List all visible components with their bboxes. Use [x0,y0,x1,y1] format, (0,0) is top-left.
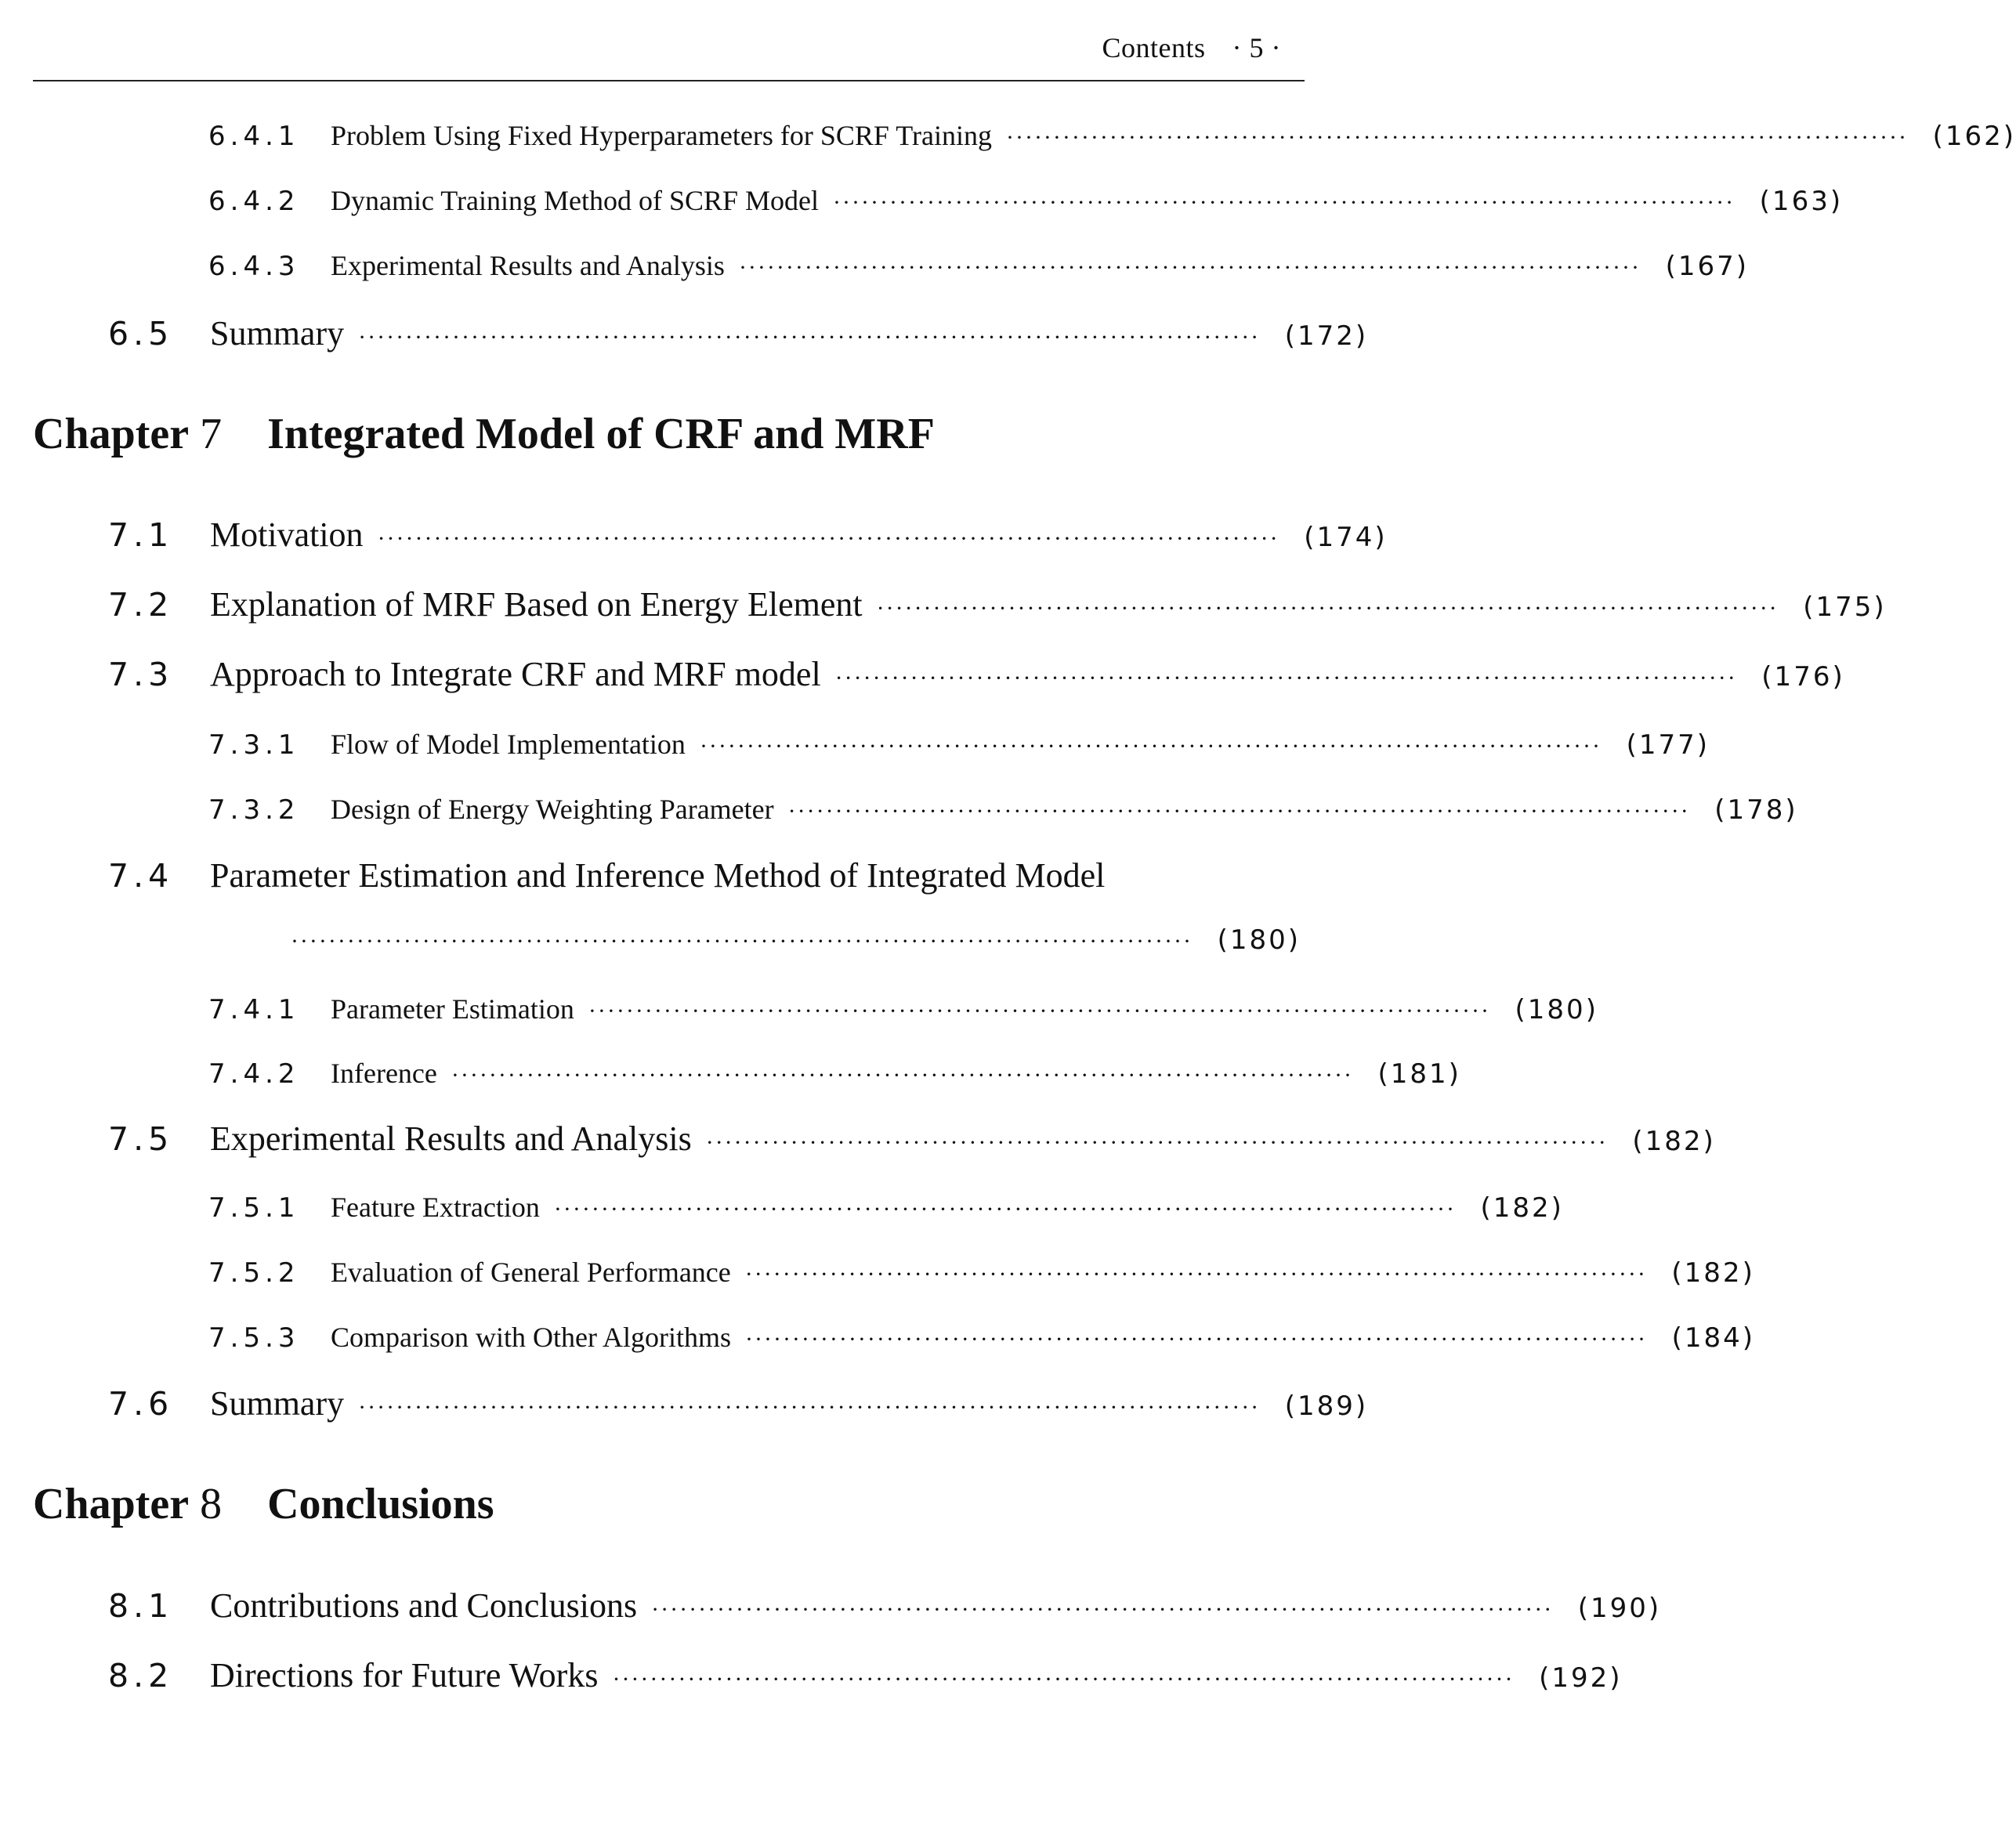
chapter-number: 8 [200,1480,223,1528]
entry-title: Experimental Results and Analysis [210,1119,692,1158]
chapter-title: Integrated Model of CRF and MRF [267,410,935,458]
dot-leader: ································································································ [744,1261,1647,1287]
toc-entry-7-5[interactable] [0,1119,1716,1159]
dot-leader: ································································································ [705,1130,1608,1156]
dot-leader: ································································································ [588,998,1490,1024]
entry-page: (182) [1480,1192,1564,1224]
toc-entry-7-4-1[interactable] [0,993,1598,1025]
entry-title: Approach to Integrate CRF and MRF model [210,655,821,693]
toc-entry-7-3-1[interactable] [0,728,1710,761]
toc-entry-7-2[interactable] [0,584,1887,624]
toc-entry-6-4-3[interactable] [0,249,1749,282]
chapter-title: Conclusions [267,1480,494,1528]
entry-page: (180) [1515,994,1598,1025]
entry-page: (182) [1671,1257,1755,1289]
entry-title: Summary [210,1384,345,1423]
entry-title: Design of Energy Weighting Parameter [331,794,774,825]
entry-title: Explanation of MRF Based on Energy Element [210,585,863,624]
entry-page: (180) [1217,924,1301,956]
entry-number: 7.6 [108,1385,174,1423]
entry-page: (182) [1632,1126,1716,1157]
toc-entry-7-4[interactable] [0,855,1301,895]
dot-leader: ································································································ [612,1666,1515,1692]
entry-number: 8.2 [108,1657,174,1694]
dot-leader: ································································································ [358,324,1261,350]
dot-leader: ································································································ [744,1326,1648,1352]
entry-number: 7.4.2 [208,1058,300,1090]
entry-page: (172) [1284,320,1369,352]
entry-number: 6.4.1 [208,121,300,152]
chapter-word: Chapter [33,1480,190,1528]
running-title: Contents [1102,32,1206,63]
entry-number: 7.4 [108,857,174,895]
entry-number: 6.5 [108,315,174,353]
toc-entry-7-4-2[interactable] [0,1057,1461,1090]
toc-entry-6-4-2[interactable] [0,184,1844,217]
toc-entry-7-5-2[interactable] [0,1256,1755,1289]
entry-page: (167) [1665,251,1749,282]
entry-number: 7.4.1 [208,994,300,1025]
entry-title: Evaluation of General Performance [331,1257,731,1288]
dot-leader: ································································································ [651,1597,1554,1622]
entry-number: 6.4.2 [208,186,300,217]
entry-page: (175) [1803,591,1887,623]
entry-page: (184) [1671,1322,1756,1354]
page-number: · 5 · [1232,32,1281,63]
entry-page: (176) [1761,661,1845,693]
entry-page: (190) [1577,1593,1662,1624]
entry-title: Feature Extraction [331,1192,540,1223]
entry-title: Contributions and Conclusions [210,1586,638,1625]
toc-entry-8-2[interactable] [0,1655,1623,1695]
entry-title: Parameter Estimation and Inference Method of Integrated Model [210,856,1106,895]
entry-page: (189) [1284,1391,1369,1422]
entry-number: 7.3 [108,656,174,693]
entry-number: 7.5.1 [208,1192,300,1224]
dot-leader: ································································································ [834,665,1737,691]
entry-number: 7.5.3 [208,1322,300,1354]
chapter-number: 7 [200,410,223,458]
entry-page: (174) [1304,522,1388,553]
entry-number: 7.1 [108,516,174,554]
entry-number: 7.5.2 [208,1257,300,1289]
dot-leader: ································································································ [833,190,1735,215]
entry-title: Parameter Estimation [331,993,574,1025]
entry-number: 7.5 [108,1120,174,1158]
toc-entry-7-1[interactable] [0,515,1388,555]
entry-page: (163) [1759,186,1844,217]
entry-title: Flow of Model Implementation [331,729,686,760]
entry-title: Inference [331,1058,437,1089]
dot-leader: ································································································ [699,733,1602,759]
entry-title: Motivation [210,515,364,554]
entry-page: (181) [1377,1058,1461,1090]
toc-entry-7-6[interactable] [0,1383,1369,1423]
entry-number: 8.1 [108,1587,174,1625]
dot-leader: ································································································ [358,1394,1261,1420]
dot-leader: ································································································ [377,526,1279,552]
entry-number: 7.2 [108,586,174,624]
entry-title: Directions for Future Works [210,1656,599,1694]
entry-title: Dynamic Training Method of SCRF Model [331,185,820,216]
entry-number: 7.3.2 [208,794,300,826]
entry-page: (177) [1626,729,1710,761]
entry-title: Comparison with Other Algorithms [331,1322,731,1353]
dot-leader: ································································································ [1005,125,1909,150]
running-header-text [1102,31,1282,64]
chapter-word: Chapter [33,410,190,458]
toc-entry-6-5[interactable] [0,313,1369,353]
toc-entry-7-5-3[interactable] [0,1321,1756,1354]
dot-leader: ································································································ [553,1196,1456,1222]
running-header [33,24,1305,81]
toc-entry-7-3[interactable] [0,654,1845,694]
dot-leader: ································································································ [290,928,1193,954]
entry-page: (162) [1932,121,2016,152]
entry-title: Problem Using Fixed Hyperparameters for SCRF Training [331,120,992,151]
entry-title: Experimental Results and Analysis [331,250,725,281]
toc-entry-7-5-1[interactable] [0,1191,1564,1224]
entry-title: Summary [210,314,345,353]
toc-entry-7-4-continuation[interactable] [0,924,1301,956]
toc-entry-8-1[interactable] [0,1586,1662,1626]
entry-number: 6.4.3 [208,251,300,282]
chapter-8-heading[interactable] [33,1479,494,1529]
toc-entry-7-3-2[interactable] [0,793,1798,826]
entry-page: (192) [1539,1662,1623,1694]
dot-leader: ································································································ [451,1062,1353,1088]
entry-page: (178) [1714,794,1798,826]
dot-leader: ································································································ [738,255,1641,280]
dot-leader: ································································································ [787,798,1690,824]
entry-number: 7.3.1 [208,729,300,761]
toc-entry-6-4-1[interactable] [0,119,2016,152]
dot-leader: ································································································ [876,595,1779,621]
chapter-7-heading[interactable] [33,409,935,459]
